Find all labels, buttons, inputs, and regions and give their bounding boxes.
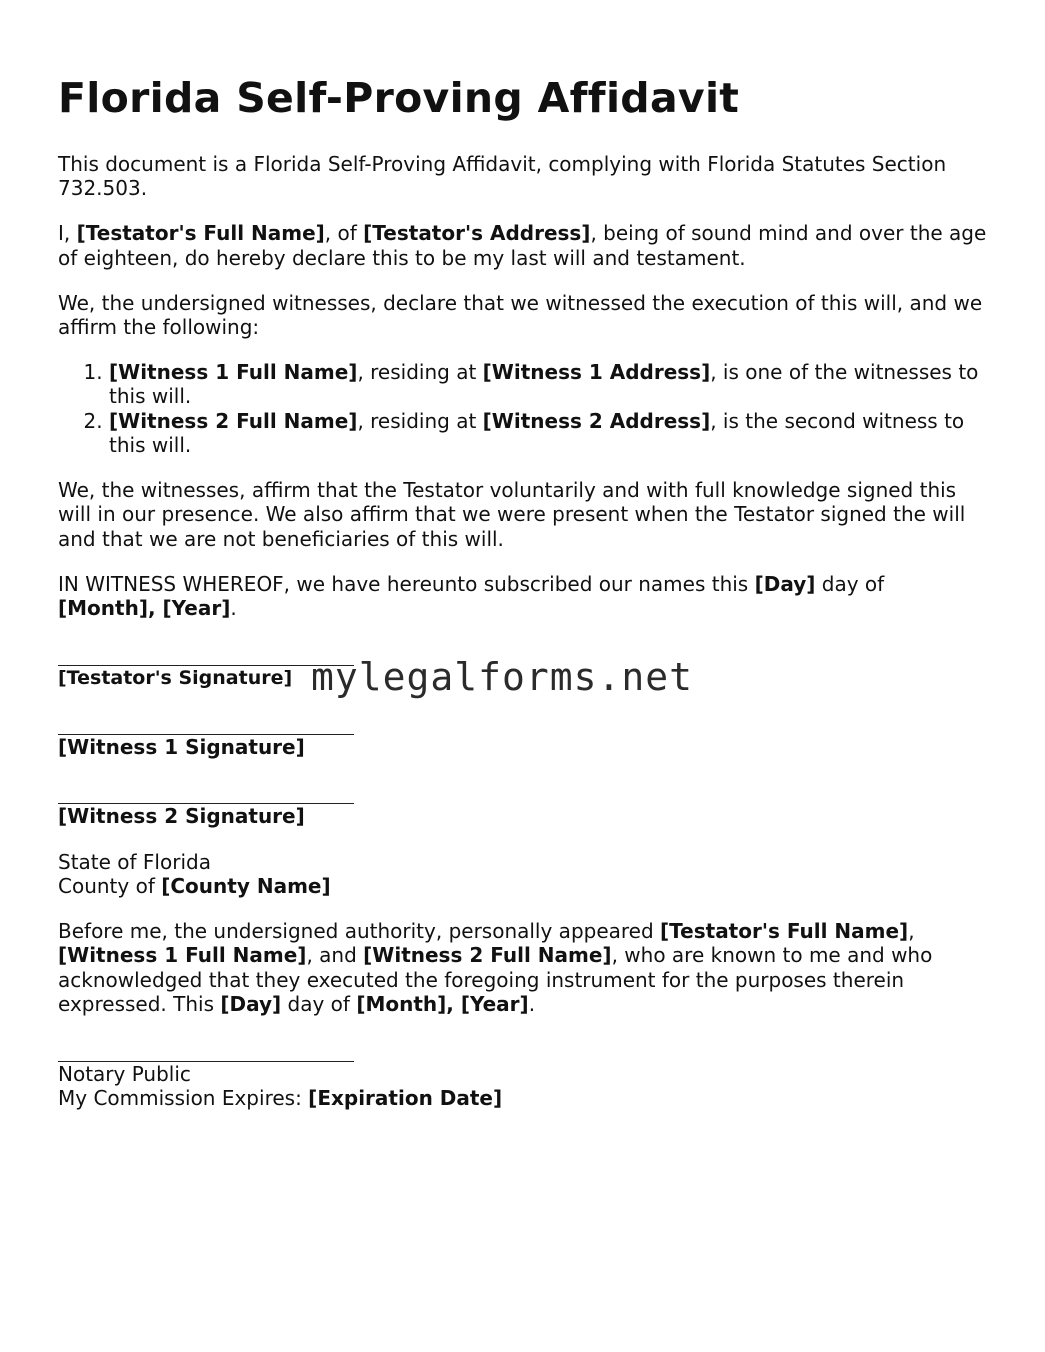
notary-witness-2-name-field: [Witness 2 Full Name]: [363, 943, 612, 968]
notary-text-4: , who are known to me and who acknowledged that they executed the foregoing instrument for the purposes therein expressed. This: [58, 943, 933, 1017]
notary-text-6: .: [528, 992, 536, 1017]
day-field: [Day]: [754, 571, 816, 596]
witness-2-address-field: [Witness 2 Address]: [482, 408, 711, 433]
witness-1-address-field: [Witness 1 Address]: [482, 359, 711, 384]
witness-1-signature-label: [Witness 1 Signature]: [58, 734, 305, 759]
testator-signature-label: [Testator's Signature]: [58, 666, 293, 689]
testator-signature-line: [58, 645, 354, 666]
county-name-field: [County Name]: [161, 874, 331, 898]
document-page: [58, 72, 988, 1110]
venue-state: State of Florida: [58, 849, 211, 874]
affirmation-paragraph: We, the witnesses, affirm that the Testator voluntarily and with full knowledge signed this will in our presence. We also affirm that we were present when the Testator signed the will and that we are not beneficiaries of this will.: [58, 478, 966, 551]
testator-name-field: [Testator's Full Name]: [76, 221, 325, 246]
venue-county-label: County of: [58, 874, 162, 898]
testator-address-field: [Testator's Address]: [363, 221, 591, 246]
commission-expires-label: My Commission Expires:: [58, 1085, 309, 1110]
witness-1-text-mid: , residing at: [357, 359, 483, 384]
notary-text-1: Before me, the undersigned authority, personally appeared: [58, 918, 661, 943]
notary-text-2: ,: [908, 918, 915, 943]
in-witness-paragraph: [58, 572, 988, 621]
watermark-text: mylegalforms.net: [311, 655, 694, 699]
witness-list: [58, 360, 988, 458]
witness-2-name-field: [Witness 2 Full Name]: [109, 408, 358, 433]
notary-testator-name-field: [Testator's Full Name]: [660, 918, 909, 943]
in-witness-text-2: day of: [815, 571, 885, 596]
venue-block: [58, 850, 988, 899]
witness-list-item: [109, 360, 988, 409]
witness-2-text-mid: , residing at: [357, 408, 483, 433]
declaration-text-2: , of: [324, 221, 364, 246]
in-witness-text-1: IN WITNESS WHEREOF, we have hereunto subscribed our names this: [58, 571, 755, 596]
witness-2-text-end: , is the second witness to this will.: [109, 408, 965, 458]
commission-expires-line: [58, 1086, 988, 1110]
in-witness-text-3: .: [230, 596, 237, 621]
notary-signature-line: [58, 1043, 354, 1062]
witness-intro-paragraph: We, the undersigned witnesses, declare that we witnessed the execution of this will, and we affirm the following:: [58, 290, 983, 340]
expiration-date-field: [Expiration Date]: [308, 1085, 503, 1110]
declaration-paragraph: [58, 221, 988, 270]
notary-month-year-field: [Month], [Year]: [356, 992, 529, 1017]
witness-2-signature-label: [Witness 2 Signature]: [58, 803, 305, 828]
witness-2-signature-line: [58, 783, 354, 804]
witness-1-name-field: [Witness 1 Full Name]: [109, 359, 358, 384]
witness-1-text-end: , is one of the witnesses to this will.: [109, 359, 979, 409]
notary-witness-1-name-field: [Witness 1 Full Name]: [58, 943, 307, 968]
notary-day-field: [Day]: [220, 992, 282, 1017]
notary-text-5: day of: [281, 992, 357, 1017]
witness-2-signature-block: [58, 783, 988, 828]
month-year-field: [Month], [Year]: [58, 596, 231, 621]
intro-paragraph: This document is a Florida Self-Proving Affidavit, complying with Florida Statutes Section 732.503.: [58, 152, 947, 201]
declaration-text-3: , being of sound mind and over the age of eighteen, do hereby declare this to be my last will and testament.: [58, 221, 987, 270]
witness-list-item: [109, 409, 988, 458]
witness-1-signature-line: [58, 714, 354, 735]
notary-signature-block: [58, 1043, 988, 1111]
notary-public-label: Notary Public: [58, 1061, 191, 1086]
witness-1-signature-block: [58, 714, 988, 759]
notary-statement-paragraph: [58, 919, 988, 1017]
declaration-text-1: I,: [58, 221, 77, 246]
document-title: Florida Self-Proving Affidavit: [58, 74, 740, 122]
notary-text-3: , and: [306, 943, 364, 968]
